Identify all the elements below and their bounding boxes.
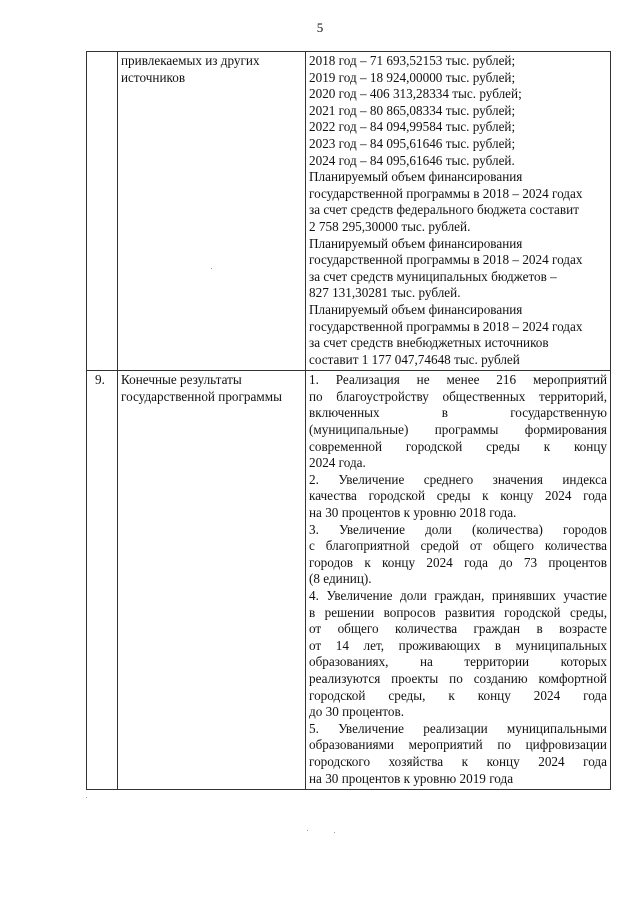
row-title-cell: Конечные результаты государственной программы <box>118 371 306 790</box>
row-title-cell: привлекаемых из других источников <box>118 52 306 371</box>
content-line: городского хозяйства к концу 2024 года <box>309 753 607 769</box>
scan-speck <box>307 830 308 831</box>
content-line: 1. Реализация не менее 216 мероприятий <box>309 372 607 388</box>
content-line: с благоприятной средой от общего количества <box>309 538 607 554</box>
content-line: 2024 года. <box>309 455 366 471</box>
content-line: 2019 год – 18 924,00000 тыс. рублей; <box>309 69 516 85</box>
content-line: 2020 год – 406 313,28334 тыс. рублей; <box>309 86 522 102</box>
content-line: на 30 процентов к уровню 2019 года <box>309 770 514 786</box>
row-content-cell <box>306 52 611 371</box>
content-line: образованиях, на территории которых <box>309 654 607 670</box>
scan-speck <box>86 797 87 798</box>
content-line: 2024 год – 84 095,61646 тыс. рублей. <box>309 152 515 168</box>
row-content-cell <box>306 371 611 790</box>
page-number: 5 <box>316 20 324 35</box>
content-line: 2022 год – 84 094,99584 тыс. рублей; <box>309 119 516 135</box>
content-line: качества городской среды к концу 2024 года <box>309 488 607 504</box>
content-line: в решении вопросов развития городской среды, <box>309 604 607 620</box>
table-row-funding-continuation <box>87 52 611 371</box>
content-line: Планируемый объем финансирования <box>309 301 523 317</box>
content-line: (8 единиц). <box>309 571 372 587</box>
content-line: 2021 год – 80 865,08334 тыс. рублей; <box>309 102 516 118</box>
content-line: за счет средств федерального бюджета составит <box>309 202 579 218</box>
content-line: за счет средств внебюджетных источников <box>309 335 549 351</box>
content-line: от общего количества граждан в возрасте <box>309 621 607 637</box>
scan-speck <box>334 832 335 833</box>
content-line: государственной программы в 2018 – 2024 годах <box>309 252 583 268</box>
content-line: за счет средств муниципальных бюджетов – <box>309 268 557 284</box>
content-line: по благоустройству общественных территорий, <box>309 388 607 404</box>
program-passport-table <box>86 51 611 790</box>
content-line: государственной программы в 2018 – 2024 годах <box>309 185 583 201</box>
content-line: Планируемый объем финансирования <box>309 235 523 251</box>
content-line: (муниципальные) программы формирования <box>309 422 607 438</box>
content-line: реализуются проекты по созданию комфортной <box>309 670 607 686</box>
content-line: образованиями мероприятий по цифровизации <box>309 737 607 753</box>
content-line: 3. Увеличение доли (количества) городов <box>309 521 607 537</box>
table-row-final-results <box>87 371 611 790</box>
content-line: современной городской среды к концу <box>309 438 607 454</box>
content-line: Планируемый объем финансирования <box>309 169 523 185</box>
content-line: 827 131,30281 тыс. рублей. <box>309 285 461 301</box>
content-line: 2023 год – 84 095,61646 тыс. рублей; <box>309 135 516 151</box>
content-line: 4. Увеличение доли граждан, принявших участие <box>309 588 607 603</box>
row-number-cell: 9. <box>87 371 118 790</box>
content-line: до 30 процентов. <box>309 704 405 720</box>
content-line: 2 758 295,30000 тыс. рублей. <box>309 218 471 234</box>
content-line: 2. Увеличение среднего значения индекса <box>309 471 607 487</box>
content-line: на 30 процентов к уровню 2018 года. <box>309 505 517 521</box>
row-number-cell <box>87 52 118 371</box>
content-line: 5. Увеличение реализации муниципальными <box>309 720 607 736</box>
content-line: городов к концу 2024 года до 73 процентов <box>309 554 607 570</box>
content-line: составит 1 177 047,74648 тыс. рублей <box>309 351 520 367</box>
content-line: государственной программы в 2018 – 2024 годах <box>309 318 583 334</box>
content-line: 2018 год – 71 693,52153 тыс. рублей; <box>309 53 516 68</box>
content-line: городской среды, к концу 2024 года <box>309 687 607 703</box>
scan-speck <box>211 268 212 269</box>
content-line: от 14 лет, проживающих в муниципальных <box>309 637 607 653</box>
content-line: включенных в государственную <box>309 405 607 421</box>
